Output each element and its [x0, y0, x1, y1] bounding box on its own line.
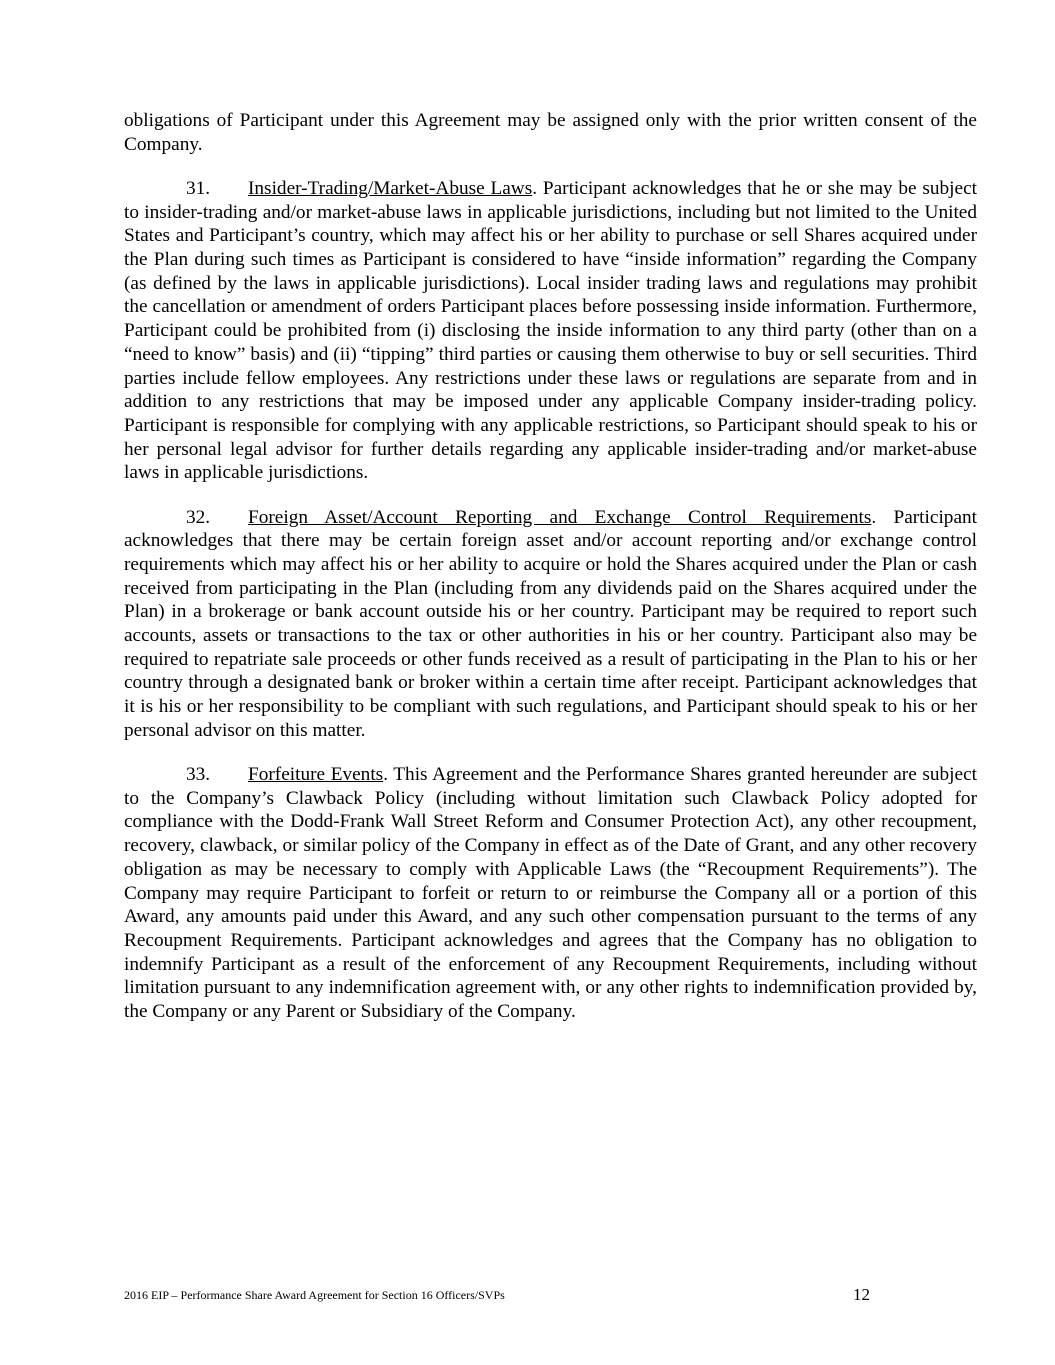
section-number: 31. — [186, 177, 211, 199]
section-text: . Participant acknowledges that there may be certain foreign asset and/or account reporting and/or exchange control requirements which may affect his or her ability to acquire or hold the Shares acquired under the Plan or cash received from participating in the Plan (including from any dividends paid on the Shares acquired under the Plan) in a brokerage or bank account outside his or her country. Participant may be required to report such accounts, assets or transactions to the tax or other authorities in his or her country. Participant also may be required to repatriate sale proceeds or other funds received as a result of participating in the Plan to his or her country through a designated bank or broker within a certain time after receipt. Participant acknowledges that it is his or her responsibility to be compliant with such regulations, and Participant should speak to his or her personal advisor on this matter. — [124, 506, 977, 741]
section-heading: Foreign Asset/Account Reporting and Exchange Control Requirements — [248, 506, 872, 528]
section-32 — [124, 506, 977, 743]
section-33 — [124, 763, 977, 1024]
footer-text: 2016 EIP – Performance Share Award Agreement for Section 16 Officers/SVPs — [124, 1288, 505, 1302]
section-heading: Forfeiture Events — [248, 764, 384, 786]
page-number: 12 — [853, 1285, 870, 1304]
document-body — [124, 109, 977, 1044]
section-heading: Insider-Trading/Market-Abuse Laws — [248, 177, 533, 199]
section-31 — [124, 177, 977, 485]
section-text: . This Agreement and the Performance Shares granted hereunder are subject to the Company’s Clawback Policy (including without limitation such Clawback Policy adopted for compliance with the Dodd-Frank Wall Street Reform and Consumer Protection Act), any other recoupment, recovery, clawback, or similar policy of the Company in effect as of the Date of Grant, and any other recovery obligation as may be necessary to comply with Applicable Laws (the “Recoupment Requirements”). The Company may require Participant to forfeit or return to or reimburse the Company all or a portion of this Award, any amounts paid under this Award, and any such other compensation pursuant to the terms of any Recoupment Requirements. Participant acknowledges and agrees that the Company has no obligation to indemnify Participant as a result of the enforcement of any Recoupment Requirements, including without limitation pursuant to any indemnification agreement with, or any other rights to indemnification provided by, the Company or any Parent or Subsidiary of the Company. — [124, 764, 977, 1023]
section-number: 33. — [186, 764, 211, 786]
section-number: 32. — [186, 506, 211, 528]
section-text: . Participant acknowledges that he or she may be subject to insider-trading and/or market-abuse laws in applicable jurisdictions, including but not limited to the United States and Participant’s country, which may affect his or her ability to purchase or sell Shares acquired under the Plan during such times as Participant is considered to have “inside information” regarding the Company (as defined by the laws in applicable jurisdictions). Local insider trading laws and regulations may prohibit the cancellation or amendment of orders Participant places before possessing inside information. Furthermore, Participant could be prohibited from (i) disclosing the inside information to any third party (other than on a “need to know” basis) and (ii) “tipping” third parties or causing them otherwise to buy or sell securities. Third parties include fellow employees. Any restrictions under these laws or regulations are separate from and in addition to any restrictions that may be imposed under any applicable Company insider-trading policy. Participant is responsible for complying with any applicable restrictions, so Participant should speak to his or her personal legal advisor for further details regarding any applicable insider-trading and/or market-abuse laws in applicable jurisdictions. — [124, 177, 977, 484]
paragraph-continuation — [124, 109, 977, 156]
paragraph-text: obligations of Participant under this Agreement may be assigned only with the prior written consent of the Company. — [124, 110, 977, 155]
